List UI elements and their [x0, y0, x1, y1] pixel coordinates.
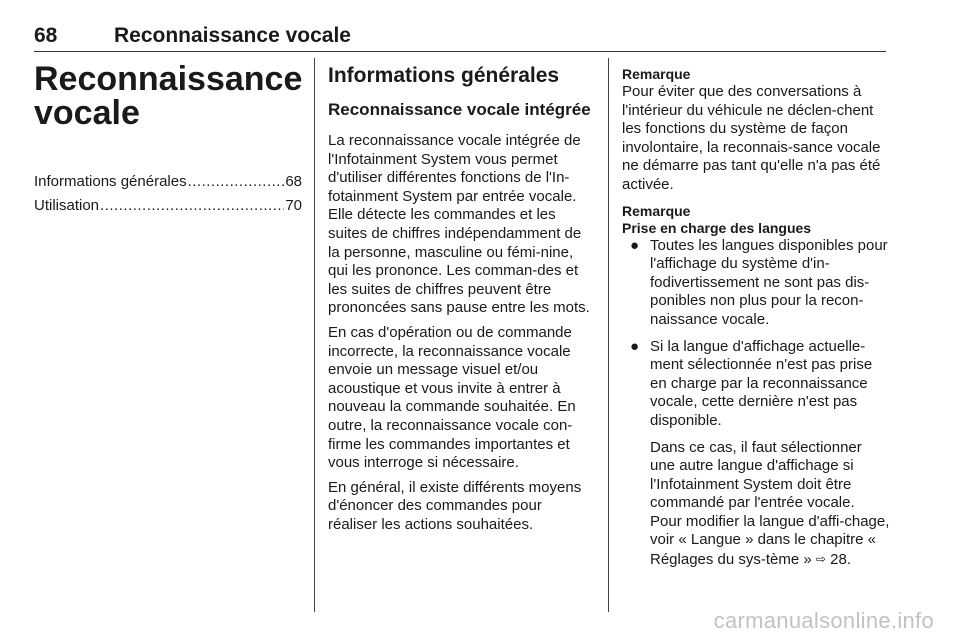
toc-entry-informations[interactable] — [34, 170, 302, 194]
note-subheading: Prise en charge des langues — [622, 219, 812, 236]
note-box-1 — [622, 66, 890, 195]
chapter-title-line2: vocale — [34, 94, 140, 132]
list-item-continuation — [650, 439, 890, 570]
list-item-text: Toutes les langues disponibles pour l'affichage du système d'in-fodivertissement ne sont pas dis-ponibles non plus pour la recon-naissance vocale. — [650, 236, 888, 328]
list-item — [622, 338, 890, 570]
toc-label[interactable]: Utilisation — [34, 197, 100, 214]
bullet-icon: ● — [630, 236, 640, 254]
list-item — [622, 237, 890, 330]
bullet-icon: ● — [630, 337, 640, 355]
note-text: Pour éviter que des conversations à l'intérieur du véhicule ne déclen-chent les fonctions du système de façon involontaire, la reconnais-sance vocale ne démarre pas tant qu'elle n'a pas été activée. — [622, 83, 881, 193]
toc-entry-utilisation[interactable] — [34, 194, 302, 218]
paragraph: En cas d'opération ou de commande incorrecte, la reconnaissance vocale envoie un message visuel et/ou acoustique et vous invite à entrer à nouveau la commande souhaitée. En outre, la reconnaissance vocale con-firme les commandes importantes et vous interroge si nécessaire. — [328, 323, 576, 472]
toc-page[interactable]: 68 — [285, 173, 302, 190]
toc-leader-dots — [100, 194, 284, 218]
table-of-contents — [34, 170, 302, 218]
paragraph: En général, il existe différents moyens d'énoncer des commandes pour réaliser les actions souhaitées. — [328, 478, 582, 533]
notes-column — [622, 66, 890, 578]
note-box-2 — [622, 203, 890, 570]
page-number: 68 — [34, 24, 58, 47]
page-header — [34, 24, 886, 50]
page-reference-arrow-icon[interactable]: ⇨ — [815, 552, 826, 567]
column-divider-1 — [314, 58, 315, 612]
continuation-text: Dans ce cas, il faut sélectionner une autre langue d'affichage si l'Infotainment System doit être commandé par l'entrée vocale. Pour modifier la langue d'affi-chage, voir « Langue » dans le chapitre « Réglages du sys-tème » — [650, 438, 890, 569]
column-divider-2 — [608, 58, 609, 612]
note-heading: Remarque — [622, 202, 691, 219]
header-divider — [34, 51, 886, 52]
toc-leader-dots — [188, 170, 285, 194]
list-item-text: Si la langue d'affichage actuelle-ment sélectionnée n'est pas prise en charge par la reconnaissance vocale, cette dernière n'est pas disponible. — [650, 337, 873, 429]
note-list — [622, 237, 890, 570]
toc-page[interactable]: 70 — [285, 197, 302, 214]
chapter-title-line1: Reconnaissance — [34, 60, 303, 98]
page-reference-link[interactable]: 28. — [830, 551, 852, 569]
chapter-title — [34, 62, 302, 130]
note-heading: Remarque — [622, 66, 691, 82]
section-title: Informations générales — [328, 64, 560, 87]
section-body — [328, 132, 594, 540]
toc-label[interactable]: Informations générales — [34, 173, 187, 190]
subsection-title: Reconnaissance vocale intégrée — [328, 100, 591, 119]
paragraph: La reconnaissance vocale intégrée de l'Infotainment System vous permet d'utiliser différentes fonctions de l'In-fotainment System par entrée vocale. Elle détecte les commandes et les suites de chiffres indépendamment de la personne, masculine ou fémi-nine, qui les prononce. Les comman-des et les suites de chiffres peuvent être prononcées sans pause entre les mots. — [328, 132, 590, 317]
watermark: carmanualsonline.info — [713, 608, 934, 633]
running-title: Reconnaissance vocale — [114, 24, 351, 47]
